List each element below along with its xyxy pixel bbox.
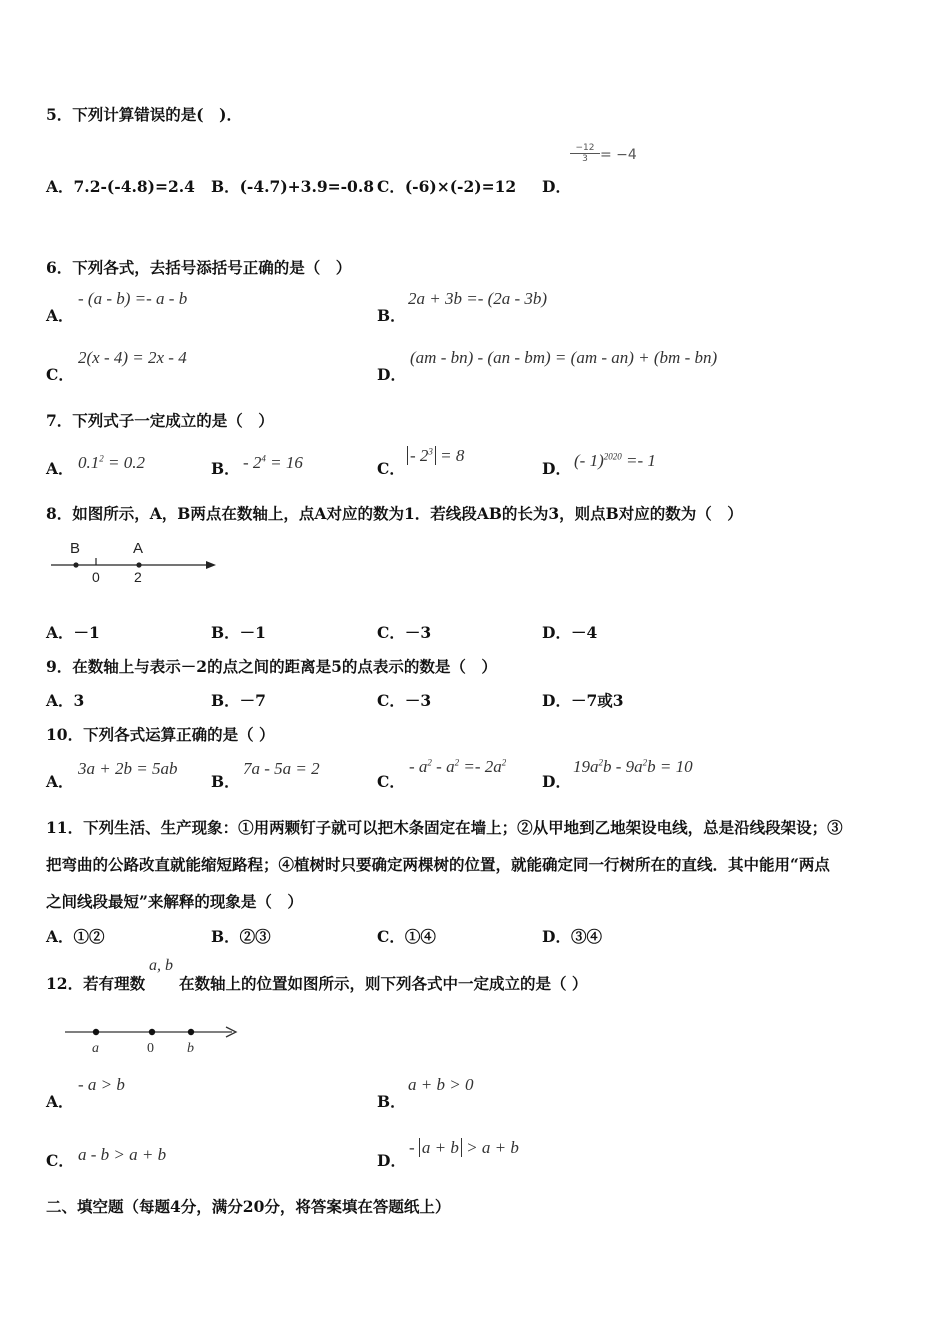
q7-a-exp: 2 (99, 453, 104, 464)
q8-option-a: A．－1 (46, 623, 100, 642)
q12-label-c-opt: C． (46, 1151, 74, 1170)
q12-number-line (60, 1018, 245, 1060)
q10-d-term2: b - 9a (603, 757, 643, 776)
q7-d-exp: 2020 (603, 451, 622, 462)
q7-c-base: - 2 (410, 446, 429, 465)
q6-expr-b: 2a + 3b =- (2a - 3b) (408, 289, 548, 308)
q6-expr-d: (am - bn) - (an - bm) = (am - an) + (bm - bn) (410, 348, 718, 367)
q8-point-a (136, 562, 141, 567)
q5-option-d: D． (542, 177, 571, 196)
q9-stem: 9．在数轴上与表示－2的点之间的距离是5的点表示的数是（ ） (46, 657, 497, 676)
q10-c-term1: - a (409, 757, 428, 776)
q5-option-b: B．(-4.7)+3.9=-0.8 (211, 177, 375, 196)
q12-label-b-opt: B． (377, 1092, 406, 1111)
q12-stem-pre: 12．若有理数 (46, 974, 146, 993)
q7-b-exp: 4 (261, 453, 266, 464)
q10-c-term2: - a (431, 757, 455, 776)
q11-option-b: B．②③ (211, 927, 271, 946)
q10-d-exp1: 2 (598, 757, 603, 768)
q8-label-two: 2 (134, 569, 142, 585)
section-2-heading: 二、填空题（每题4分，满分20分，将答案填在答题纸上） (46, 1197, 451, 1216)
q5-d-fraction (570, 143, 600, 164)
q8-label-a: A (133, 540, 144, 557)
q6-expr-c: 2(x - 4) = 2x - 4 (78, 348, 187, 367)
q7-expr-b (243, 453, 303, 473)
q9-option-b: B．－7 (211, 691, 266, 710)
q11-line1: 11．下列生活、生产现象：①用两颗钉子就可以把木条固定在墙上；②从甲地到乙地架设电线，总是沿线段架设；③ (46, 818, 843, 837)
q12-label-a: a (92, 1041, 99, 1056)
q12-d-abs: a + b (419, 1138, 462, 1157)
q10-label-d: D． (542, 772, 571, 791)
q7-b-rhs: = 16 (265, 453, 303, 472)
q5-d-denominator: 3 (582, 154, 588, 164)
q12-label-b: b (187, 1041, 194, 1056)
q12-stem-post: 在数轴上的位置如图所示，则下列各式中一定成立的是（ ） (179, 974, 588, 993)
q7-c-exp: 3 (428, 446, 433, 457)
q8-number-line (46, 534, 226, 589)
q8-point-b (73, 562, 78, 567)
q12-label-a-opt: A． (46, 1092, 74, 1111)
q6-stem: 6．下列各式，去括号添括号正确的是（ ） (46, 258, 352, 277)
q8-option-b: B．－1 (211, 623, 266, 642)
q10-c-term3: =- 2a (459, 757, 502, 776)
q11-option-a: A．①② (46, 927, 105, 946)
q8-label-b: B (70, 540, 81, 557)
q10-c-exp1: 2 (427, 757, 432, 768)
q12-point-a (93, 1029, 99, 1035)
q8-option-d: D．－4 (542, 623, 598, 642)
q7-a-base: 0.1 (78, 453, 100, 472)
q11-line3: 之间线段最短”来解释的现象是（ ） (46, 892, 303, 911)
q7-label-c: C． (377, 459, 405, 478)
q7-expr-a (78, 453, 145, 473)
q10-label-b: B． (211, 772, 240, 791)
q8-label-zero: 0 (92, 569, 100, 585)
q10-c-exp3: 2 (501, 757, 507, 768)
q12-point-b (188, 1029, 194, 1035)
q12-d-minus: - (409, 1138, 419, 1157)
q12-expr-a: - a > b (78, 1075, 125, 1094)
q9-option-c: C．－3 (377, 691, 432, 710)
q10-expr-b: 7a - 5a = 2 (243, 759, 320, 778)
q10-expr-c (409, 757, 506, 777)
q7-expr-d (574, 451, 656, 471)
q10-d-term1: 19a (573, 757, 599, 776)
q6-label-d: D． (377, 365, 406, 384)
q6-label-a: A． (46, 306, 74, 325)
q10-d-exp2: 2 (642, 757, 648, 768)
q12-expr-c: a - b > a + b (78, 1145, 167, 1164)
q7-b-base: - 2 (243, 453, 262, 472)
q11-option-d: D．③④ (542, 927, 602, 946)
q12-label-d-opt: D． (377, 1151, 406, 1170)
q12-expr-d (409, 1138, 519, 1158)
q7-a-rhs: = 0.2 (103, 453, 145, 472)
q7-expr-c (407, 446, 464, 466)
q11-option-c: C．①④ (377, 927, 436, 946)
q12-expr-b: a + b > 0 (408, 1075, 474, 1094)
q10-label-c: C． (377, 772, 405, 791)
q9-option-d: D．－7或3 (542, 691, 624, 710)
q12-d-rhs: > a + b (461, 1138, 519, 1157)
q10-expr-a: 3a + 2b = 5ab (78, 759, 178, 778)
arrow-right-icon (206, 561, 216, 569)
q8-option-c: C．－3 (377, 623, 432, 642)
q7-d-rhs: =- 1 (621, 451, 656, 470)
q5-d-rhs: = −4 (600, 147, 637, 163)
q7-c-rhs: = 8 (435, 446, 465, 465)
q5-option-c: C．(-6)×(-2)=12 (377, 177, 517, 196)
q7-stem: 7．下列式子一定成立的是（ ） (46, 411, 274, 430)
q5-option-a: A．7.2-(-4.8)=2.4 (46, 177, 195, 196)
q12-point-zero (149, 1029, 155, 1035)
q12-label-zero: 0 (147, 1041, 154, 1056)
q5-stem: 5．下列计算错误的是( )． (46, 105, 242, 124)
q7-label-d: D． (542, 459, 571, 478)
q10-c-exp2: 2 (454, 757, 460, 768)
q5-d-numerator: −12 (570, 143, 600, 154)
q6-label-c: C． (46, 365, 74, 384)
q10-d-term3: b = 10 (647, 757, 693, 776)
q9-option-a: A．3 (46, 691, 85, 710)
q6-label-b: B． (377, 306, 406, 325)
q7-label-a: A． (46, 459, 74, 478)
q10-stem: 10．下列各式运算正确的是（ ） (46, 725, 275, 744)
q7-label-b: B． (211, 459, 240, 478)
q7-d-base: (- 1) (574, 451, 604, 470)
q12-stem-var: a, b (149, 957, 173, 974)
q6-expr-a: - (a - b) =- a - b (78, 289, 188, 308)
q10-expr-d (573, 757, 693, 777)
q11-line2: 把弯曲的公路改直就能缩短路程；④植树时只要确定两棵树的位置，就能确定同一行树所在的直线．其中能用“两点 (46, 855, 830, 874)
q8-stem: 8．如图所示，A，B两点在数轴上，点A对应的数为1．若线段AB的长为3，则点B对应的数为（ ） (46, 504, 743, 523)
q10-label-a: A． (46, 772, 74, 791)
